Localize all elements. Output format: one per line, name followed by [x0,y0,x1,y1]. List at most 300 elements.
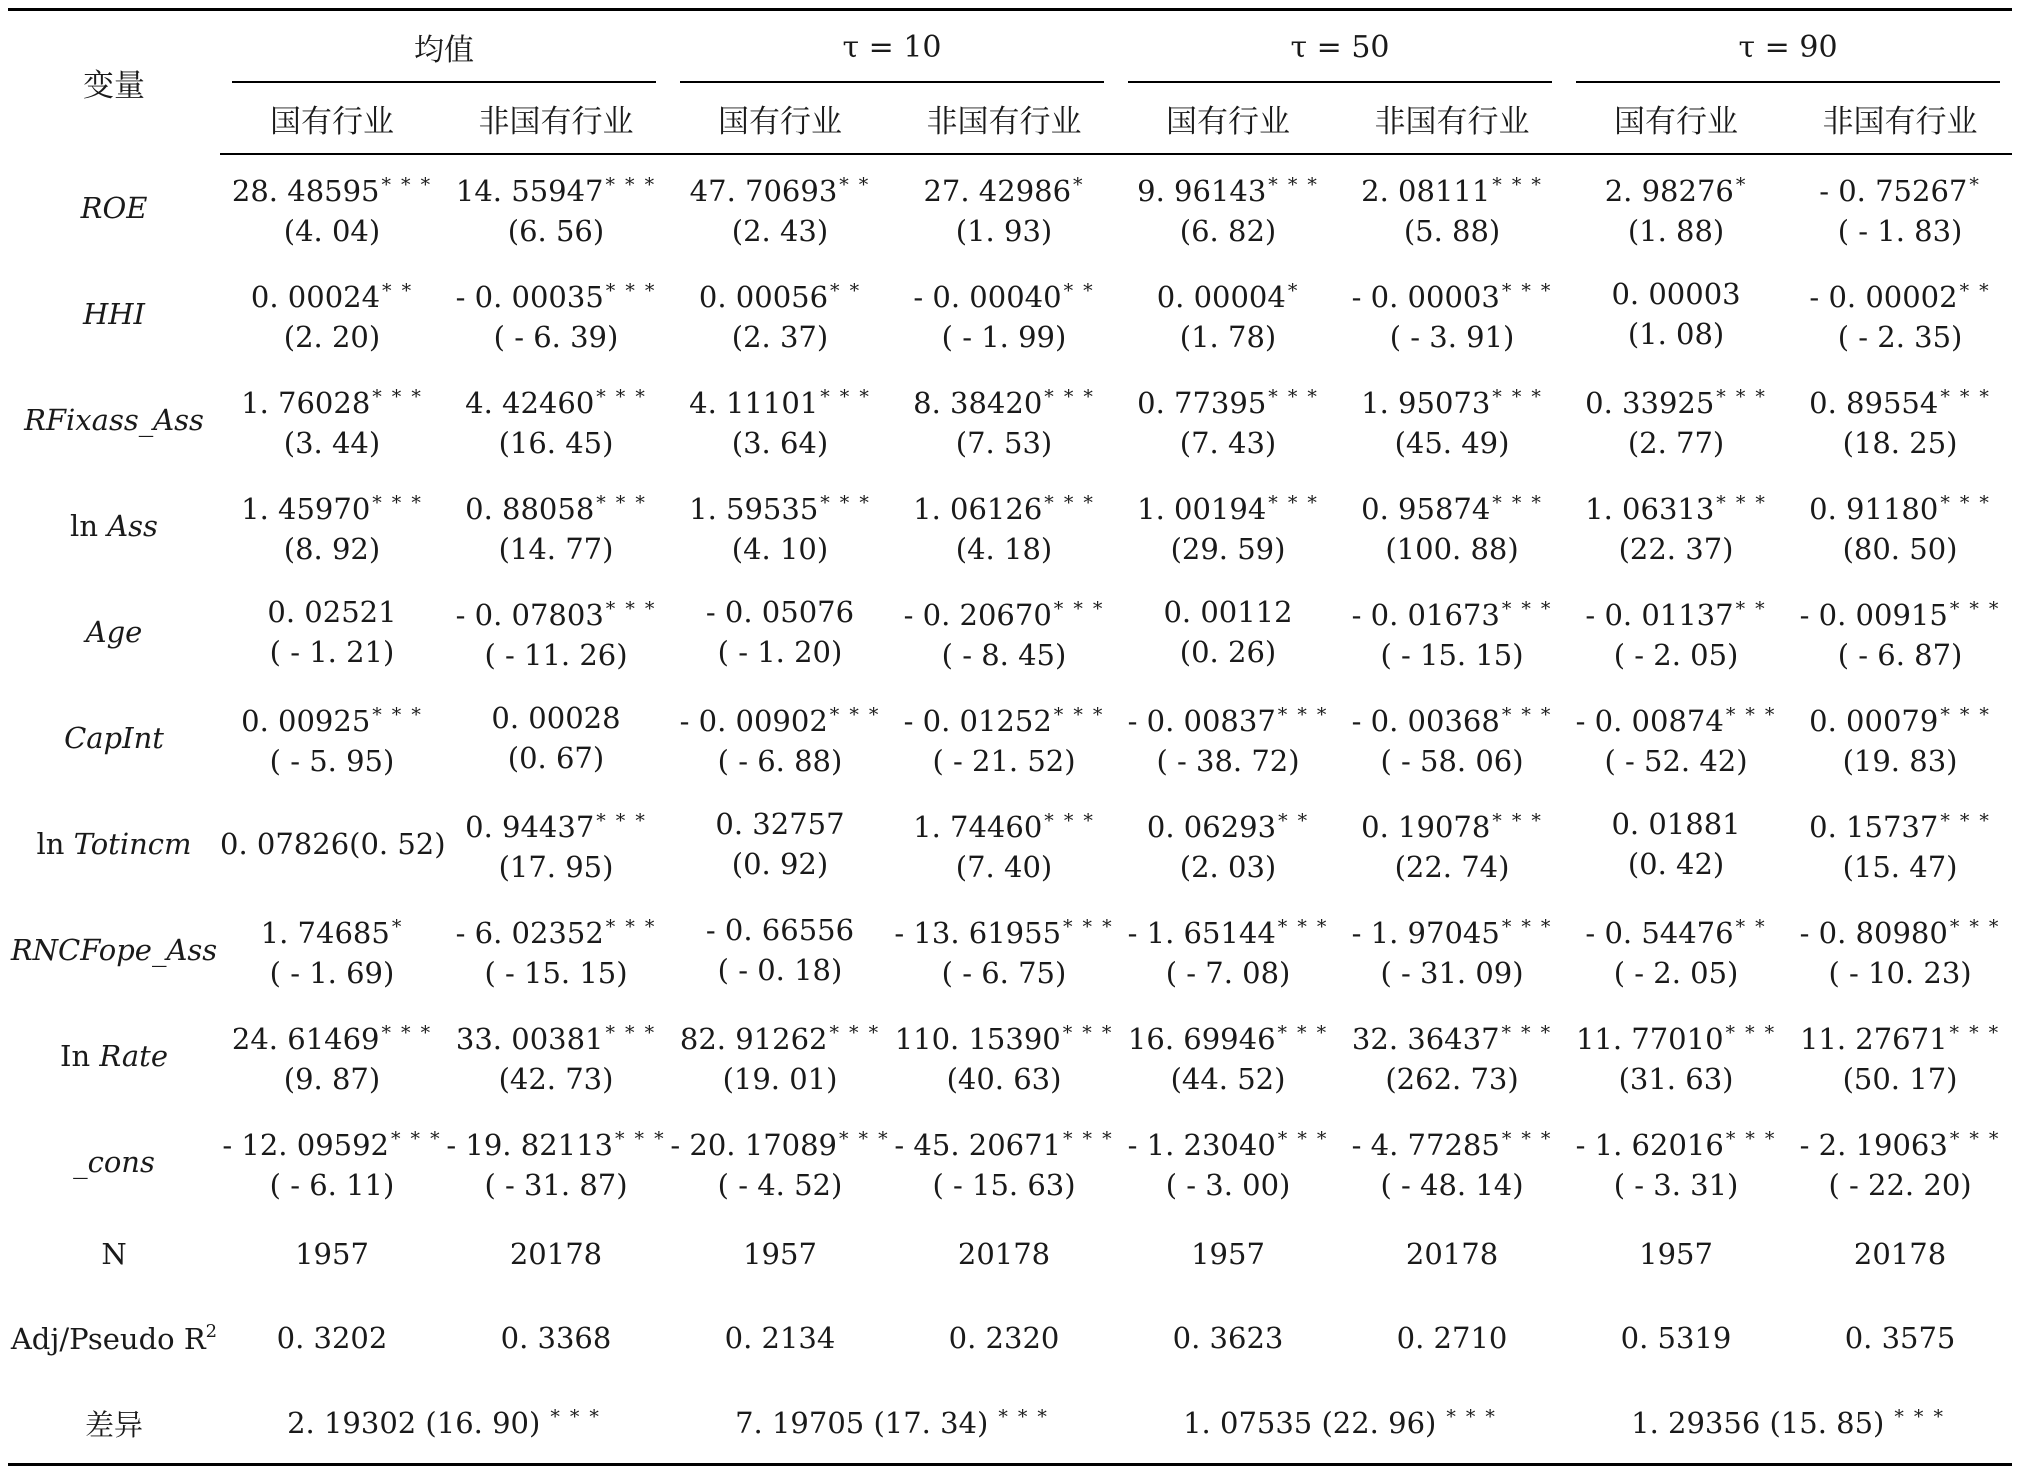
estimate-cell [1564,685,1788,791]
coefficient [1116,1013,1340,1059]
coefficient-value: 0. 00925 [241,704,371,738]
t-statistic: (0. 92) [731,847,829,881]
estimate-cell [1788,154,2012,261]
t-statistic: (45. 49) [1394,426,1510,460]
estimate-cell [1564,473,1788,579]
significance-stars: * * * [829,1022,881,1044]
significance-stars: * * * [1949,1022,2001,1044]
coefficient-value: 1. 00194 [1137,492,1267,526]
coefficient [1564,695,1788,741]
estimate-cell [444,579,668,685]
coefficient [1340,801,1564,847]
estimate-cell [1116,897,1340,1003]
coefficient [1564,377,1788,423]
t-statistic: ( - 6. 75) [941,956,1067,990]
significance-stars: * * * [1716,386,1767,408]
t-statistic: (2. 20) [283,320,381,354]
significance-stars: * * * [1277,1022,1329,1044]
estimate-cell [668,791,892,897]
t-statistic: ( - 5. 95) [269,744,395,778]
coefficient [1340,907,1564,953]
coefficient-value: 0. 00056 [698,280,829,314]
sample-size-row [8,1215,2012,1293]
coefficient-value: 11. 77010 [1575,1022,1724,1056]
significance-stars: * * * [1501,1022,1553,1044]
difference-value [1564,1383,2012,1465]
table-row [8,261,2012,367]
coefficient-value: 0. 89554 [1809,386,1939,420]
coefficient [1116,483,1340,529]
estimate-cell [1564,579,1788,685]
coefficient-value: 1. 45970 [241,492,371,526]
coefficient [1116,377,1340,423]
t-statistic: (7. 43) [1179,426,1277,460]
coefficient [1340,377,1564,423]
estimate-cell [668,685,892,791]
coefficient [1788,483,2012,529]
coefficient [892,377,1116,423]
estimate-cell [1564,154,1788,261]
estimate-cell [892,579,1116,685]
coefficient [892,589,1116,635]
table-row [8,791,2012,897]
coefficient-value: 0. 00003 [1611,277,1741,311]
coefficient [1116,165,1340,211]
significance-stars: * * * [1940,386,1991,408]
t-statistic: (2. 37) [731,320,829,354]
coefficient-value: - 0. 05076 [705,595,855,629]
coefficient-value: 11. 27671 [1799,1022,1948,1056]
r-squared-value: 0. 3623 [1172,1321,1284,1355]
coefficient [668,1119,892,1165]
t-statistic: ( - 21. 52) [932,744,1076,778]
coefficient-value: - 0. 01252 [903,704,1052,738]
coefficient [444,907,668,953]
significance-stars: * * * [1268,386,1319,408]
coefficient-value: 0. 32757 [715,807,845,841]
estimate-cell [1564,791,1788,897]
significance-stars: * * * [1949,1128,2001,1150]
estimate-cell [1788,1003,2012,1109]
significance-stars: * * * [372,386,423,408]
variable-name [8,897,220,1003]
estimate-cell [1340,685,1564,791]
coefficient-value: - 20. 17089 [670,1128,837,1162]
significance-stars: * * [382,280,414,302]
t-statistic: ( - 3. 91) [1389,320,1515,354]
variable-symbol: CapInt [64,721,164,755]
coefficient [668,592,892,632]
t-statistic: ( - 2. 35) [1837,320,1963,354]
coefficient-value: - 0. 54476 [1585,916,1734,950]
significance-stars: * * [1063,280,1095,302]
coefficient-value: - 0. 00368 [1351,704,1500,738]
significance-stars: * * * [381,174,433,196]
coefficient-value: 82. 91262 [679,1022,828,1056]
coefficient-value: 1. 95073 [1361,386,1491,420]
t-statistic: ( - 1. 69) [269,956,395,990]
coefficient-value: - 4. 77285 [1351,1128,1500,1162]
coefficient-value: - 1. 23040 [1127,1128,1276,1162]
coefficient [1788,377,2012,423]
table-row [8,579,2012,685]
coefficient-value: - 0. 01137 [1585,598,1734,632]
significance-stars: * * * [1063,1128,1114,1150]
estimate-cell [668,1109,892,1215]
coefficient [220,592,444,632]
estimate-cell [1116,367,1340,473]
coefficient [220,165,444,211]
estimate-cell [1788,367,2012,473]
estimate-cell [444,1003,668,1109]
estimate-cell [1116,261,1340,367]
estimate-cell [444,897,668,1003]
subheader-non-state-owned: 非国有行业 [1788,83,2012,154]
significance-stars: * * * [615,1128,666,1150]
variable-symbol: Age [85,615,143,649]
variable-symbol: Ass [107,509,158,543]
t-statistic: ( - 0. 18) [717,953,843,987]
coefficient-value: 2. 08111 [1361,174,1491,208]
estimate-cell [1116,154,1340,261]
coefficient-value: - 0. 01673 [1351,598,1500,632]
estimate-cell [668,579,892,685]
significance-stars: * * * [391,1128,442,1150]
estimate-cell [444,473,668,579]
estimate-cell [220,579,444,685]
significance-stars: * * * [839,1128,890,1150]
variable-prefix: ln [70,509,108,543]
significance-stars: * * * [596,810,647,832]
group-header-mean: 均值 [220,10,668,84]
r-squared-value: 0. 3202 [276,1321,388,1355]
significance-stars: * * * [1501,704,1553,726]
significance-stars: * * * [1501,598,1553,620]
sample-size-value: 20178 [957,1237,1051,1271]
coefficient [1788,165,2012,211]
coefficient-value: 0. 15737 [1809,810,1939,844]
significance-stars: * * * [1062,1022,1114,1044]
coefficient [444,271,668,317]
variable-symbol: _cons [73,1145,155,1179]
t-statistic: (15. 47) [1842,850,1958,884]
coefficient-value: 1. 59535 [689,492,819,526]
coefficient [1564,483,1788,529]
significance-stars: * * [1735,916,1767,938]
t-statistic: (6. 82) [1179,214,1277,248]
t-statistic: ( - 38. 72) [1156,744,1300,778]
difference-label: 差异 [84,1407,143,1442]
t-statistic: (5. 88) [1403,214,1501,248]
t-statistic: ( - 7. 08) [1165,956,1291,990]
coefficient-value: - 45. 20671 [894,1128,1062,1162]
estimate-cell [220,897,444,1003]
variable-symbol: ROE [80,190,148,225]
estimate-cell [668,154,892,261]
estimate-cell [892,367,1116,473]
significance-stars: * * * [1446,1406,1497,1428]
table-row [8,473,2012,579]
r-squared-row [8,1293,2012,1383]
coefficient-value: 1. 74460 [913,810,1043,844]
coefficient-value: 110. 15390 [894,1022,1061,1056]
estimate-cell [444,367,668,473]
table-row [8,897,2012,1003]
significance-stars: * * * [1725,704,1777,726]
significance-stars: * * * [1277,1128,1329,1150]
regression-table [8,8,2012,1466]
sample-size-value: 20178 [509,1237,603,1271]
coefficient [1116,695,1340,741]
t-statistic: (6. 56) [507,214,605,248]
table-row [8,1109,2012,1215]
r-squared-value: 0. 2320 [948,1321,1060,1355]
coefficient-value: - 0. 66556 [705,913,855,947]
t-statistic: (18. 25) [1842,426,1958,460]
coefficient-value: - 0. 00035 [455,280,604,314]
estimate-cell [892,473,1116,579]
difference-value [1116,1383,1564,1465]
coefficient-value: 32. 36437 [1351,1022,1500,1056]
estimate-cell [892,1003,1116,1109]
coefficient-value: 0. 00079 [1809,704,1939,738]
significance-stars: * * * [1268,174,1319,196]
t-statistic: ( - 4. 52) [717,1168,843,1202]
coefficient-value: 0. 01881 [1611,807,1741,841]
estimate-cell [1564,1003,1788,1109]
significance-stars: * * * [1940,492,1991,514]
estimate-cell [1116,473,1340,579]
sample-size-value: 1957 [1191,1237,1265,1271]
significance-stars: * [1735,174,1748,196]
coefficient [1564,165,1788,211]
sample-size-value: 20178 [1405,1237,1499,1271]
coefficient-value: - 1. 97045 [1351,916,1500,950]
t-statistic: (19. 83) [1842,744,1958,778]
difference-row [8,1383,2012,1465]
estimate-cell [444,1109,668,1215]
coefficient [668,695,892,741]
coefficient [444,1119,668,1165]
r-squared-label-text: Adj/Pseudo R [10,1321,206,1356]
coefficient [1116,271,1340,317]
coefficient [444,589,668,635]
coefficient [1788,801,2012,847]
table-row [8,1003,2012,1109]
coefficient [1788,907,2012,953]
t-statistic: (4. 04) [283,214,381,248]
coefficient-value: - 0. 00003 [1351,280,1500,314]
coefficient [1564,907,1788,953]
significance-stars: * * * [1044,386,1095,408]
t-statistic: (4. 18) [955,532,1053,566]
coefficient [892,907,1116,953]
estimate-cell [1564,367,1788,473]
coefficient-value: - 0. 00874 [1575,704,1724,738]
coefficient [1788,695,2012,741]
coefficient-value: 33. 00381 [455,1022,604,1056]
significance-stars: * * * [1501,916,1553,938]
coefficient-value: 0. 00004 [1156,280,1286,314]
variable-column-header: 变量 [83,68,145,104]
coefficient [668,165,892,211]
coefficient [444,377,668,423]
coefficient [444,483,668,529]
estimate-cell [1788,473,2012,579]
estimate-cell [444,685,668,791]
coefficient-value: 0. 06293 [1146,810,1277,844]
significance-stars: * * * [596,386,647,408]
coefficient-value: 0. 88058 [465,492,595,526]
coefficient [220,483,444,529]
t-statistic: ( - 1. 83) [1837,214,1963,248]
estimate-cell [668,1003,892,1109]
coefficient-value: 28. 48595 [231,174,380,208]
difference-estimate: 1. 07535 (22. 96) [1183,1406,1437,1440]
coefficient-value: 1. 74685 [260,916,390,950]
coefficient [1340,1119,1564,1165]
subheader-non-state-owned: 非国有行业 [444,83,668,154]
table-row [8,154,2012,261]
estimate-cell [1788,685,2012,791]
estimate-cell [220,154,444,261]
t-statistic: ( - 15. 15) [1380,638,1524,672]
t-statistic: (1. 93) [955,214,1053,248]
t-statistic: (42. 73) [498,1062,614,1096]
coefficient-value: - 0. 20670 [903,598,1052,632]
r-squared-value: 0. 5319 [1620,1321,1732,1355]
significance-stars: * * * [1716,492,1767,514]
significance-stars: * [1073,174,1085,196]
t-statistic: (17. 95) [498,850,614,884]
sample-size-value: 20178 [1853,1237,1947,1271]
coefficient-value: 0. 00024 [250,280,381,314]
estimate-cell [1564,897,1788,1003]
coefficient-value: 0. 07826(0. 52) [220,827,446,861]
coefficient [1340,165,1564,211]
t-statistic: (1. 78) [1179,320,1277,354]
variable-name [8,579,220,685]
t-statistic: (16. 45) [498,426,614,460]
estimate-cell [1116,685,1340,791]
coefficient-value: 24. 61469 [231,1022,380,1056]
t-statistic: ( - 2. 05) [1613,956,1739,990]
estimate-cell [1788,791,2012,897]
estimate-cell [1788,261,2012,367]
coefficient [1116,592,1340,632]
significance-stars: * * * [550,1406,601,1428]
coefficient-value: - 0. 80980 [1799,916,1948,950]
variable-symbol: Totincm [73,827,192,861]
coefficient-value: 27. 42986 [923,174,1072,208]
subheader-non-state-owned: 非国有行业 [892,83,1116,154]
t-statistic: ( - 6. 87) [1837,638,1963,672]
r-squared-label [8,1293,220,1383]
t-statistic: (40. 63) [946,1062,1062,1096]
significance-stars: * * * [1501,280,1553,302]
coefficient-value: - 0. 00002 [1809,280,1958,314]
t-statistic: (2. 03) [1179,850,1277,884]
t-statistic: (29. 59) [1170,532,1286,566]
significance-stars: * [1969,174,1981,196]
table-row [8,367,2012,473]
coefficient [1340,589,1564,635]
subheader-state-owned: 国有行业 [668,83,892,154]
estimate-cell [1340,473,1564,579]
r-squared-superscript: 2 [205,1320,218,1342]
estimate-cell [1340,367,1564,473]
group-header-tau10: τ = 10 [668,10,1116,84]
coefficient-value: 0. 00112 [1163,595,1293,629]
t-statistic: (22. 74) [1394,850,1510,884]
significance-stars: * * * [1492,492,1543,514]
significance-stars: * * * [605,174,657,196]
estimate-cell [1116,1109,1340,1215]
significance-stars: * * * [1501,1128,1553,1150]
significance-stars: * * * [1725,1128,1777,1150]
t-statistic: (262. 73) [1385,1062,1519,1096]
estimate-cell [892,154,1116,261]
estimate-cell [1116,1003,1340,1109]
t-statistic: ( - 3. 00) [1165,1168,1291,1202]
coefficient-value: 4. 11101 [689,386,819,420]
t-statistic: (1. 08) [1627,317,1725,351]
estimate-cell [220,791,444,897]
estimate-cell [892,1109,1116,1215]
significance-stars: * * [839,174,871,196]
coefficient [220,695,444,741]
subheader-non-state-owned: 非国有行业 [1340,83,1564,154]
t-statistic: ( - 22. 20) [1828,1168,1972,1202]
variable-name [8,1109,220,1215]
r-squared-value: 0. 2134 [724,1321,836,1355]
significance-stars: * * * [372,492,423,514]
coefficient-value: 0. 95874 [1361,492,1491,526]
coefficient [1340,695,1564,741]
coefficient [1340,483,1564,529]
coefficient [1788,1013,2012,1059]
t-statistic: ( - 52. 42) [1604,744,1748,778]
significance-stars: * * * [1277,916,1329,938]
difference-estimate: 7. 19705 (17. 34) [735,1406,989,1440]
coefficient-value: - 19. 82113 [446,1128,613,1162]
significance-stars: * * * [1940,810,1991,832]
significance-stars: * [1287,280,1300,302]
coefficient-value: 2. 98276 [1604,174,1734,208]
coefficient-value: 4. 42460 [465,386,595,420]
coefficient [220,1013,444,1059]
coefficient [1340,1013,1564,1059]
coefficient-value: - 1. 62016 [1575,1128,1724,1162]
t-statistic: (8. 92) [283,532,381,566]
variable-name [8,791,220,897]
significance-stars: * * * [605,598,657,620]
t-statistic: ( - 10. 23) [1828,956,1972,990]
estimate-cell [1340,261,1564,367]
estimate-cell [220,367,444,473]
sample-size-value: 1957 [295,1237,369,1271]
significance-stars: * * * [1492,174,1543,196]
estimate-cell [1340,1109,1564,1215]
estimate-cell [1564,261,1788,367]
variable-name [8,154,220,261]
table-body [8,154,2012,1465]
t-statistic: (19. 01) [722,1062,838,1096]
significance-stars: * * * [605,280,657,302]
estimate-cell [668,367,892,473]
estimate-cell [220,261,444,367]
t-statistic: (4. 10) [731,532,829,566]
